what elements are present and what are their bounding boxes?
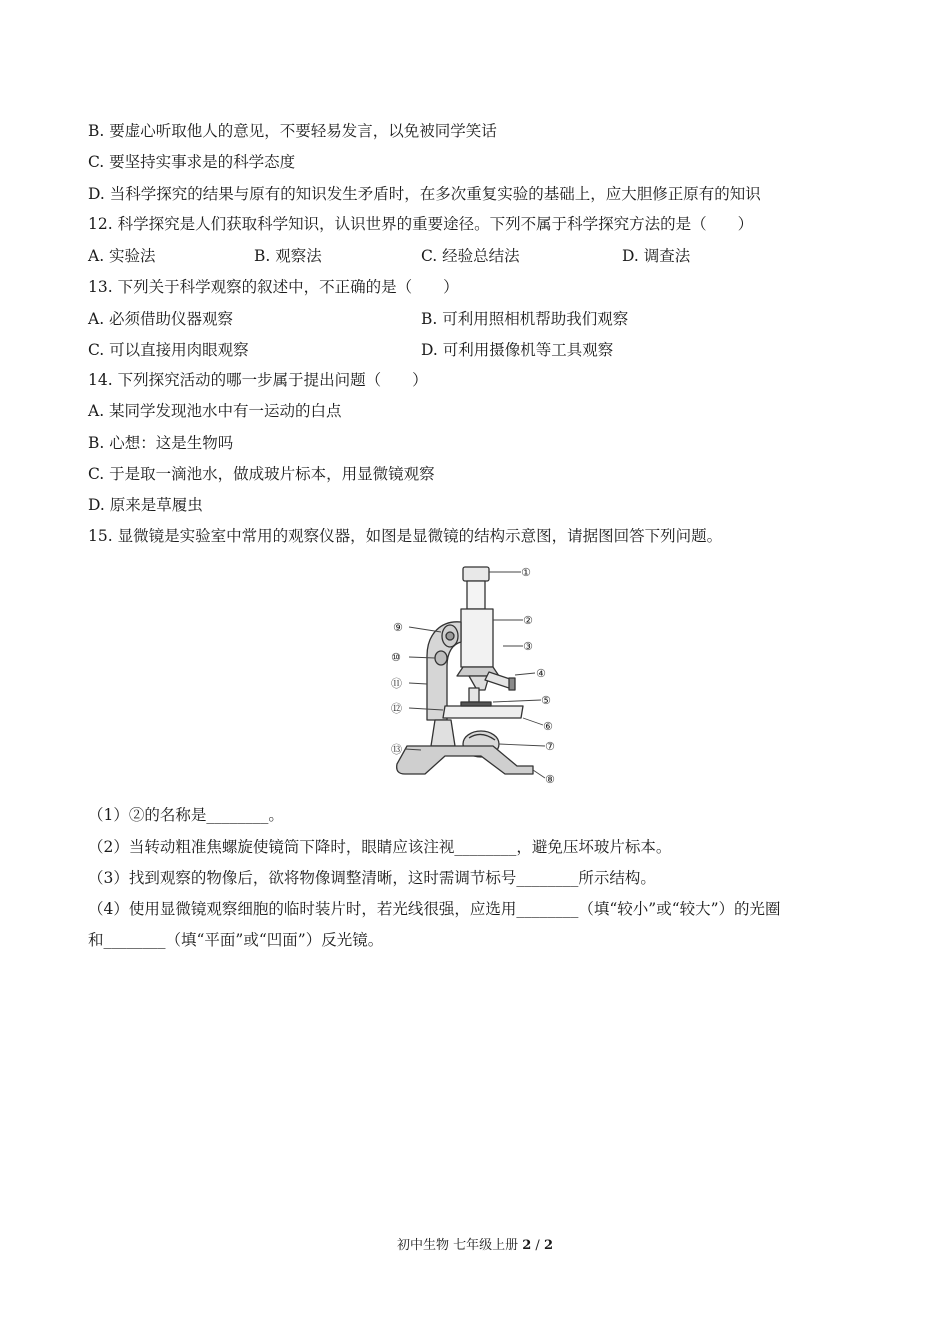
- label-5: ⑤: [541, 694, 551, 707]
- q11-option-c: C. 要坚持实事求是的科学态度: [88, 153, 296, 171]
- q12-stem: 12. 科学探究是人们获取科学知识，认识世界的重要途径。下列不属于科学探究方法的是（ ）: [88, 215, 754, 233]
- q13-option-c: C. 可以直接用肉眼观察: [88, 341, 249, 359]
- q12-option-a: A. 实验法: [88, 247, 156, 265]
- q15-stem: 15. 显微镜是实验室中常用的观察仪器，如图是显微镜的结构示意图，请据图回答下列问题。: [88, 527, 723, 545]
- q14-option-a: A. 某同学发现池水中有一运动的白点: [88, 402, 342, 420]
- q13-stem: 13. 下列关于科学观察的叙述中，不正确的是（ ）: [88, 278, 459, 296]
- page-footer: [0, 1237, 950, 1255]
- footer-page-number: 2: [522, 1238, 532, 1253]
- footer-title: 初中生物 七年级上册: [396, 1238, 523, 1253]
- q13-option-a: A. 必须借助仪器观察: [88, 310, 234, 328]
- label-13: ⑬: [391, 743, 402, 756]
- footer-separator: /: [531, 1238, 544, 1253]
- label-2: ②: [523, 614, 533, 627]
- microscope-diagram: [385, 560, 565, 792]
- q14-option-d: D. 原来是草履虫: [88, 496, 203, 514]
- label-6: ⑥: [543, 720, 553, 733]
- label-1: ①: [521, 566, 531, 579]
- label-4: ④: [536, 667, 546, 680]
- q12-option-d: D. 调查法: [622, 247, 691, 265]
- q15-sub4-line1: （4）使用显微镜观察细胞的临时装片时，若光线很强，应选用________（填“较小”或“较大”）的光圈: [88, 900, 781, 918]
- q11-option-d: D. 当科学探究的结果与原有的知识发生矛盾时，在多次重复实验的基础上，应大胆修正原有的知识: [88, 185, 761, 203]
- label-11: ⑪: [391, 677, 402, 690]
- q12-option-b: B. 观察法: [254, 247, 322, 265]
- q12-option-c: C. 经验总结法: [421, 247, 520, 265]
- q15-sub2: （2）当转动粗准焦螺旋使镜筒下降时，眼睛应该注视________，避免压坏玻片标本。: [88, 838, 672, 856]
- q13-option-b: B. 可利用照相机帮助我们观察: [421, 310, 629, 328]
- q14-option-c: C. 于是取一滴池水，做成玻片标本，用显微镜观察: [88, 465, 435, 483]
- q13-option-d: D. 可利用摄像机等工具观察: [421, 341, 614, 359]
- label-7: ⑦: [545, 740, 555, 753]
- label-12: ⑫: [391, 702, 402, 715]
- q15-sub3: （3）找到观察的物像后，欲将物像调整清晰，这时需调节标号________所示结构。: [88, 869, 656, 887]
- q15-sub4-line2: 和________（填“平面”或“凹面”）反光镜。: [88, 931, 384, 949]
- q15-sub1: （1）②的名称是________。: [88, 806, 284, 824]
- label-10: ⑩: [391, 651, 401, 664]
- q14-stem: 14. 下列探究活动的哪一步属于提出问题（ ）: [88, 371, 428, 389]
- footer-page-total: 2: [543, 1238, 553, 1253]
- label-8: ⑧: [545, 773, 555, 786]
- q14-option-b: B. 心想：这是生物吗: [88, 434, 234, 452]
- q11-option-b: B. 要虚心听取他人的意见，不要轻易发言，以免被同学笑话: [88, 122, 497, 140]
- label-3: ③: [523, 640, 533, 653]
- label-9: ⑨: [393, 621, 403, 634]
